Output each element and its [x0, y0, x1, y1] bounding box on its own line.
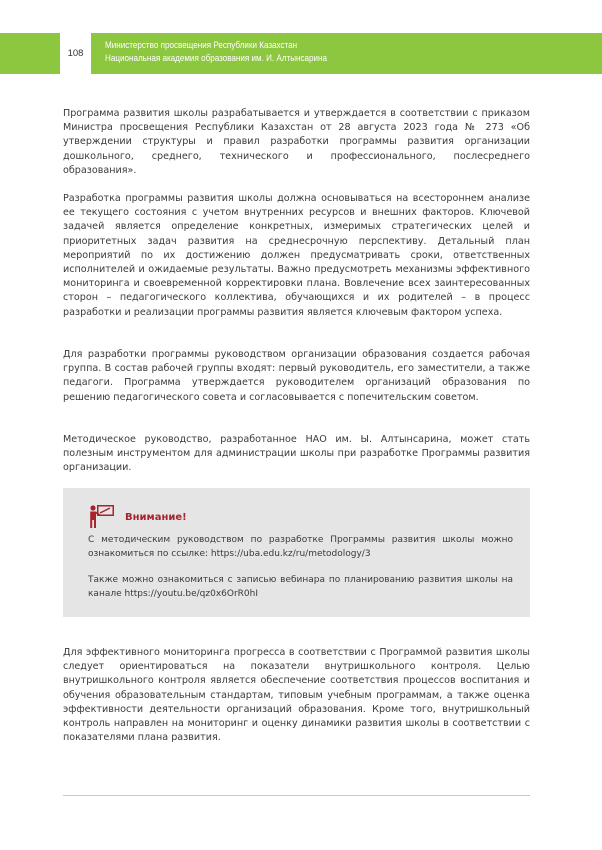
notice-guide-link[interactable]: С методическим руководством по разработке Программы развития школы можно ознакомиться по ссылке: https://uba.edu.kz/ru/metodology/3: [88, 535, 513, 559]
header-ministry: Министерство просвещения Республики Казахстан: [105, 40, 298, 50]
paragraph-working-group: Для разработки программы руководством организации образования создается рабочая группа. В состав рабочей группы входят: первый руководитель, его заместители, а также педагоги. Программа утверждается руководителем организаций образования по решению педагогического совета и согласовывается с попечительским советом.: [63, 349, 530, 403]
teacher-board-icon: [88, 502, 116, 530]
footer-divider: [63, 795, 530, 796]
notice-box: [63, 488, 530, 617]
header-publisher: [105, 39, 327, 65]
paragraph-monitoring: Для эффективного мониторинга прогресса в соответствии с Программой развития школы следует ориентироваться на показатели внутришкольного контроля. Целью внутришкольного контроля является обеспечение соответствия процессов воспитания и обучения образовательным стандартам, типовым учебным программам, а также оценка эффективности деятельности организаций образования. Кроме того, внутришкольный контроль направлен на мониторинг и оценку динамики развития школы в соответствии с показателями плана развития.: [63, 647, 530, 744]
paragraph-development: Разработка программы развития школы должна основываться на всестороннем анализе ее текущего состояния с учетом внутренних ресурсов и внешних факторов. Ключевой задачей является определение конкретных, измеримых стратегических целей и приоритетных задач развития на среднесрочную перспективу. Детальный план мероприятий по их достижению должен предусматривать сроки, ответственных исполнителей и ожидаемые результаты. Важно предусмотреть механизмы эффективного мониторинга и своевременной корректировки плана. Вовлечение всех заинтересованных сторон – педагогического коллектива, обучающихся и их родителей – в процесс разработки и реализации программы развития является ключевым фактором успеха.: [63, 193, 530, 318]
header-academy: Национальная академия образования им. И. Алтынсарина: [105, 53, 328, 63]
paragraph-order: Программа развития школы разрабатывается и утверждается в соответствии с приказом Министра просвещения Республики Казахстан от 28 августа 2023 года № 273 «Об утверждении структуры и правил разработки программы развития организации дошкольного, среднего, технического и профессионального, послесреднего образования».: [63, 108, 530, 176]
notice-title: Внимание!: [125, 512, 187, 523]
paragraph-methodology: Методическое руководство, разработанное НАО им. Ы. Алтынсарина, может стать полезным инструментом для администрации школы при разработке Программы развития организации.: [63, 434, 530, 474]
notice-webinar-link[interactable]: Также можно ознакомиться с записью вебинара по планированию развития школы на канале https://youtu.be/qz0x6OrR0hI: [88, 575, 513, 599]
page-number: 108: [59, 33, 92, 74]
